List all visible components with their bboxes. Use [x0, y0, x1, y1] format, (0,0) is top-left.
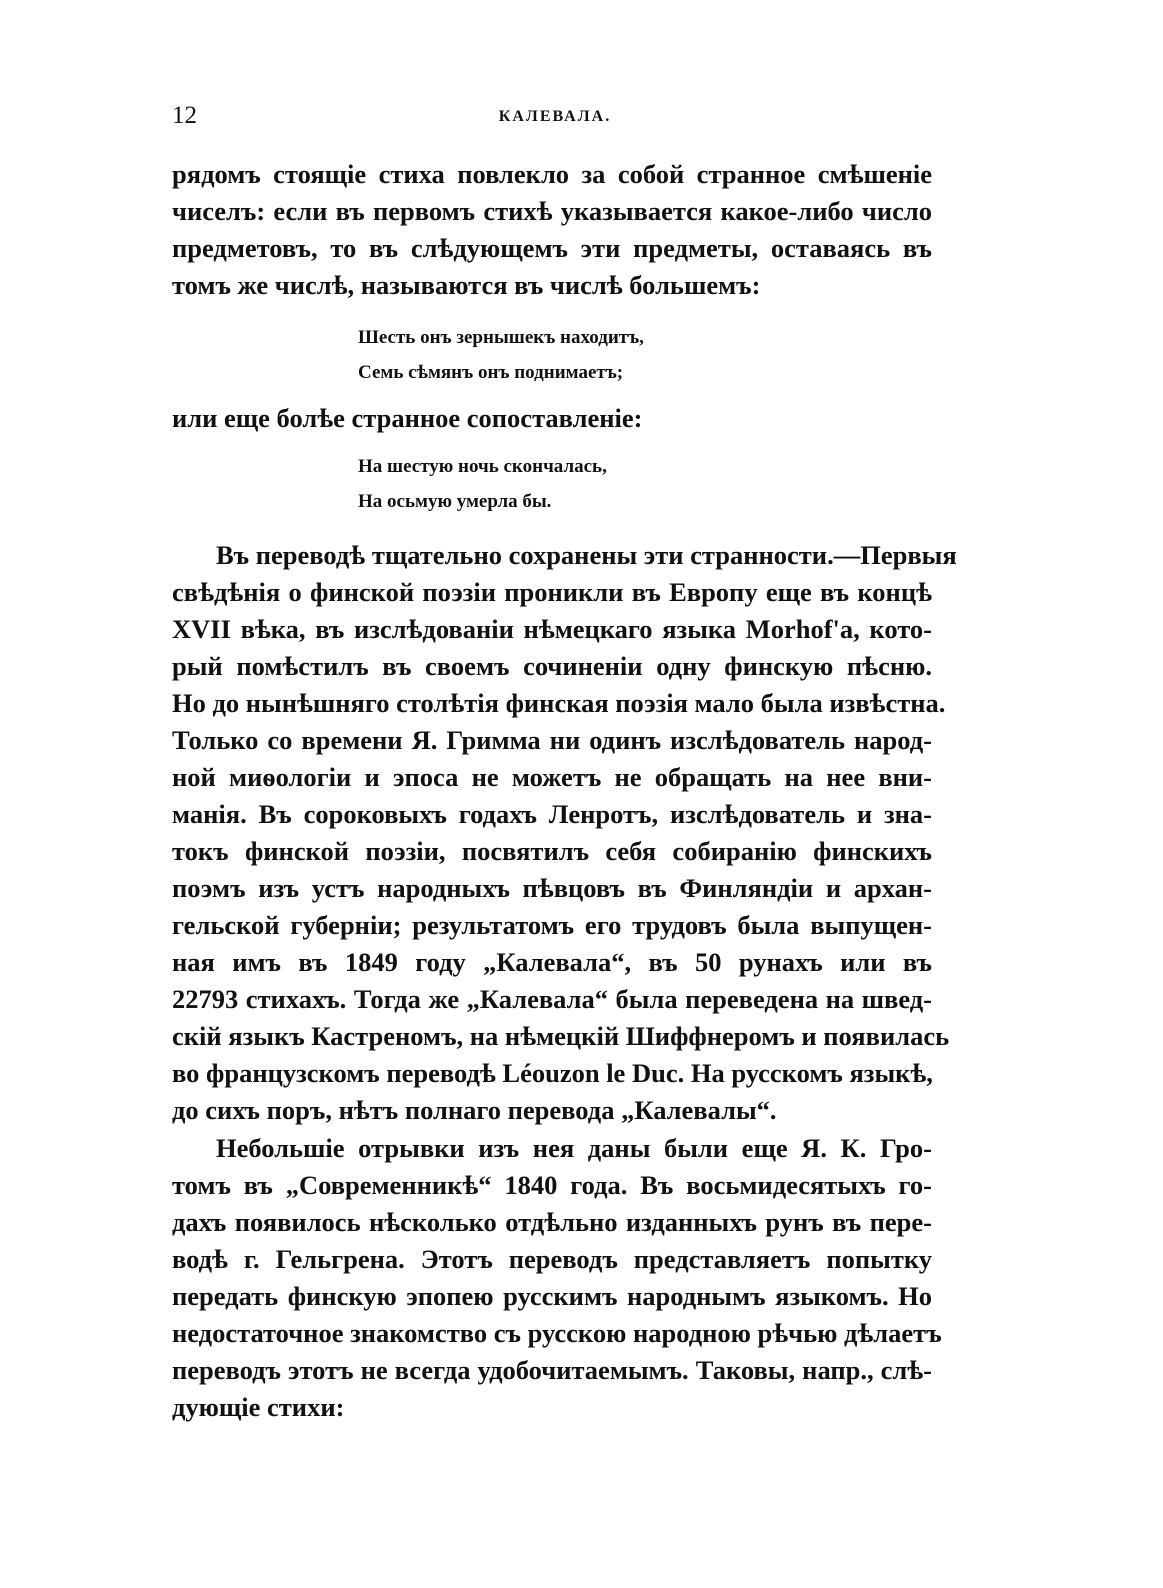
text-line: гельской губерніи; результатомъ его трудовъ была выпущен- [172, 910, 932, 940]
text-line: 22793 стихахъ. Тогда же „Калевала“ была переведена на швед- [172, 984, 932, 1014]
text-line: водѣ г. Гельгрена. Этотъ переводъ представляетъ попытку [172, 1244, 932, 1274]
text-line: во французскомъ переводѣ Léouzon le Duc. На русскомъ языкѣ, [172, 1058, 933, 1088]
text-line: чиселъ: если въ первомъ стихѣ указывается какое-либо число [172, 196, 932, 226]
paragraph-2 [172, 537, 957, 1129]
text-line: томъ въ „Современникѣ“ 1840 года. Въ восьмидесятыхъ го- [172, 1170, 932, 1200]
paragraph-3 [172, 1130, 942, 1426]
page-number: 12 [172, 102, 197, 129]
text-line: Но до нынѣшняго столѣтія финская поэзія мало была извѣстна. [172, 688, 946, 718]
verse-line: Семь сѣмянъ онъ поднимаетъ; [358, 362, 624, 383]
verse-line: Шесть онъ зернышекъ находитъ, [358, 327, 644, 348]
text-line: дахъ появилось нѣсколько отдѣльно изданныхъ рунъ въ пере- [172, 1207, 932, 1237]
text-line: скій языкъ Кастреномъ, на нѣмецкій Шиффнеромъ и появилась [172, 1021, 950, 1051]
text-line: передать финскую эпопею русскимъ народнымъ языкомъ. Но [172, 1281, 932, 1311]
text-line: ной миѳологіи и эпоса не можетъ не обращать на нее вни- [172, 762, 932, 792]
verse-line: На шестую ночь скончалась, [358, 456, 607, 477]
verse-quote-1 [358, 320, 644, 390]
text-line: или еще болѣе странное сопоставленіе: [172, 403, 643, 433]
text-line: томъ же числѣ, называются въ числѣ большемъ: [172, 270, 761, 300]
verse-line: На осьмую умерла бы. [358, 491, 552, 512]
text-line: Въ переводѣ тщательно сохранены эти странности.—Первыя [216, 540, 957, 570]
text-line: токъ финской поэзіи, посвятилъ себя собиранію финскихъ [172, 836, 932, 866]
text-line: до сихъ поръ, нѣтъ полнаго перевода „Калевалы“. [172, 1095, 777, 1125]
text-line: предметовъ, то въ слѣдующемъ эти предметы, оставаясь въ [172, 233, 932, 263]
text-line: переводъ этотъ не всегда удобочитаемымъ. Таковы, напр., слѣ- [172, 1355, 932, 1385]
text-line: дующіе стихи: [172, 1392, 345, 1422]
running-title: КАЛЕВАЛА. [498, 108, 612, 125]
connector-line [172, 400, 932, 437]
text-line: манія. Въ сороковыхъ годахъ Ленротъ, изслѣдователь и зна- [172, 799, 932, 829]
text-line: недостаточное знакомство съ русскою народною рѣчью дѣлаетъ [172, 1318, 942, 1348]
text-line: рядомъ стоящіе стиха повлекло за собой странное смѣшеніе [172, 159, 932, 189]
text-line: свѣдѣнія о финской поэзіи проникли въ Европу еще въ концѣ [172, 577, 932, 607]
text-line: поэмъ изъ устъ народныхъ пѣвцовъ въ Финляндіи и архан- [172, 873, 932, 903]
paragraph-1 [172, 156, 932, 304]
text-line: рый помѣстилъ въ своемъ сочиненіи одну финскую пѣсню. [172, 651, 932, 681]
running-head [170, 100, 940, 134]
text-line: Небольшіе отрывки изъ нея даны были еще Я. К. Гро- [216, 1133, 932, 1163]
text-line: XVII вѣка, въ изслѣдованіи нѣмецкаго языка Morhof'а, кото- [172, 614, 932, 644]
text-line: ная имъ въ 1849 году „Калевала“, въ 50 рунахъ или въ [172, 947, 932, 977]
verse-quote-2 [358, 449, 607, 519]
text-line: Только со времени Я. Гримма ни одинъ изслѣдователь народ- [172, 725, 932, 755]
